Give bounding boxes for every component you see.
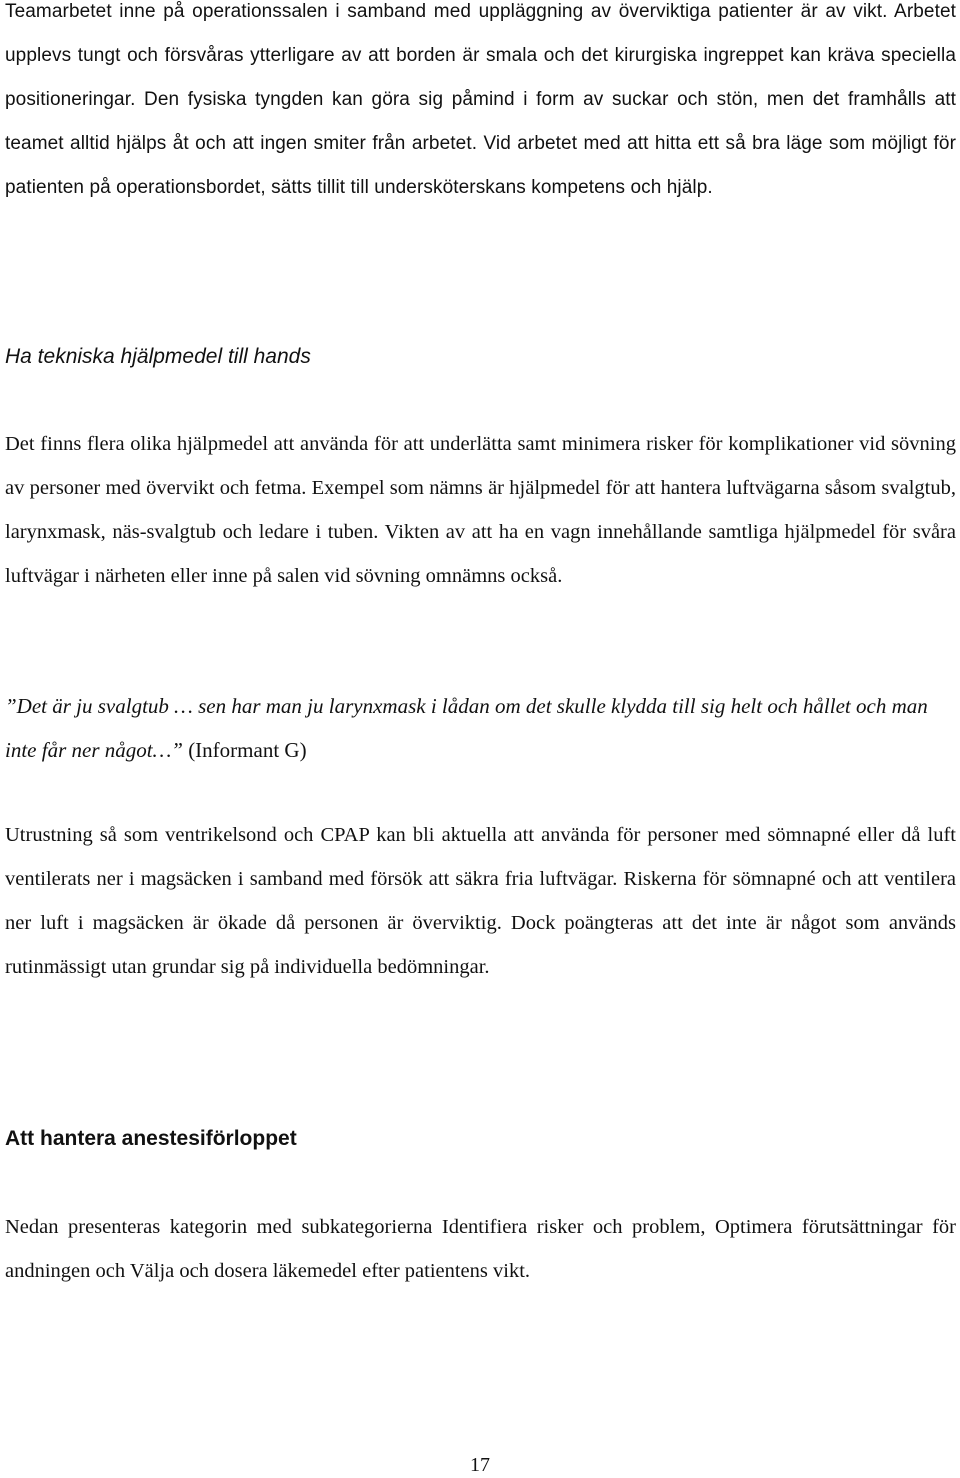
paragraph-aids: Det finns flera olika hjälpmedel att använda för att underlätta samt minimera risker för komplikationer vid sövning av personer med övervikt och fetma. Exempel som nämns är hjälpmedel för att hantera luftvägarna såsom svalgtub, larynxmask, näs-svalgtub och ledare i tuben. Vikten av att ha en vagn innehållande samtliga hjälpmedel för svåra luftvägar i närheten eller inne på salen vid sövning omnämns också.: [5, 433, 956, 587]
page-number: 17: [470, 1454, 490, 1476]
paragraph-equipment: Utrustning så som ventrikelsond och CPAP kan bli aktuella att använda för personer med sömnapné eller då luft ventilerats ner i magsäcken i samband med försök att säkra fria luftvägar. Riskerna för sömnapné och att ventilera ner luft i magsäcken är ökade då personen är överviktig. Dock poängteras att det inte är något som används rutinmässigt utan grundar sig på individuella bedömningar.: [5, 824, 956, 978]
quote-text: ”Det är ju svalgtub … sen har man ju larynxmask i lådan om det skulle klydda till sig helt och hållet och man inte får ner något…”: [5, 694, 928, 762]
section-heading-anesthesia: Att hantera anestesiförloppet: [5, 1127, 297, 1150]
quote-attribution: (Informant G): [188, 738, 307, 762]
paragraph-teamwork: Teamarbetet inne på operationssalen i samband med uppläggning av överviktiga patienter är av vikt. Arbetet upplevs tungt och försvåras ytterligare av att borden är smala och det kirurgiska ingreppet kan kräva speciella positioneringar. Den fysiska tyngden kan göra sig påmind i form av suckar och stön, men det framhålls att teamet alltid hjälps åt och att ingen smiter från arbetet. Vid arbetet med att hitta ett så bra läge som möjligt för patienten på operationsbordet, sätts tillit till undersköterskans kompetens och hjälp.: [5, 1, 956, 198]
paragraph-category-intro: Nedan presenteras kategorin med subkategorierna Identifiera risker och problem, Optimera förutsättningar för andningen och Välja och dosera läkemedel efter patientens vikt.: [5, 1216, 956, 1282]
subheading-technical-aids: Ha tekniska hjälpmedel till hands: [5, 345, 311, 368]
informant-quote: [5, 684, 956, 772]
